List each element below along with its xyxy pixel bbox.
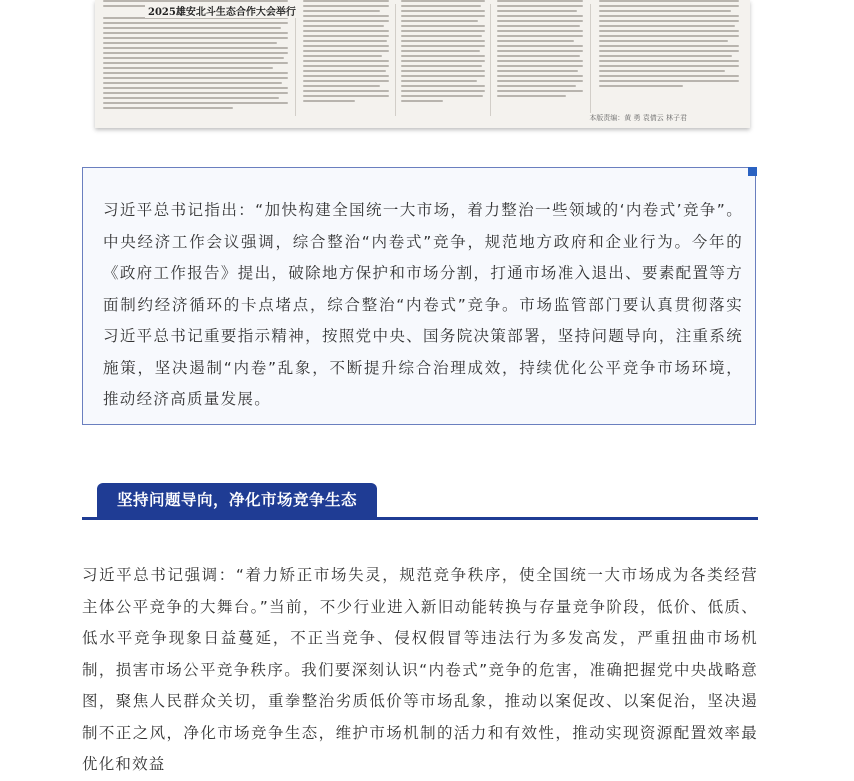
quote-text: 习近平总书记指出：“加快构建全国统一大市场，着力整治一些领域的‘内卷式’竞争”。中央经济工作会议强调，综合整治“内卷式”竞争，规范地方政府和企业行为。今年的《政府工作报告》提出，破除地方保护和市场分割，打通市场准入退出、要素配置等方面制约经济循环的卡点堵点，综合整治“内卷式”竞争。市场监管部门要认真贯彻落实习近平总书记重要指示精神，按照党中央、国务院决策部署，坚持问题导向，注重系统施策，坚决遏制“内卷”乱象，不断提升综合治理成效，持续优化公平竞争市场环境，推动经济高质量发展。	[103, 201, 743, 408]
newspaper-column	[303, 0, 389, 118]
newspaper-column	[599, 0, 739, 118]
quote-corner-marker	[748, 167, 757, 176]
newspaper-column	[401, 0, 485, 118]
quote-box	[82, 167, 756, 425]
section-body-text: 习近平总书记强调：“着力矫正市场失灵，规范竞争秩序，使全国统一大市场成为各类经营主体公平竞争的大舞台。”当前，不少行业进入新旧动能转换与存量竞争阶段，低价、低质、低水平竞争现象日益蔓延，不正当竞争、侵权假冒等违法行为多发高发，严重扭曲市场机制，损害市场公平竞争秩序。我们要深刻认识“内卷式”竞争的危害，准确把握党中央战略意图，聚焦人民群众关切，重拳整治劣质低价等市场乱象，推动以案促改、以案促治，坚决遏制不正之风，净化市场竞争生态，维护市场机制的活力和有效性，推动实现资源配置效率最优化和效益	[82, 566, 758, 773]
newspaper-headline: 2025雄安北斗生态合作大会举行	[145, 3, 299, 18]
newspaper-image	[95, 0, 750, 128]
newspaper-column	[497, 0, 583, 118]
section-title: 坚持问题导向，净化市场竞争生态	[97, 483, 377, 518]
section-underline	[82, 517, 758, 520]
column-divider	[395, 4, 396, 116]
newspaper-byline: 本版责编：黄 勇 袁倩云 林子君	[586, 113, 690, 123]
column-divider	[295, 4, 296, 116]
column-divider	[590, 4, 591, 116]
column-divider	[490, 4, 491, 116]
